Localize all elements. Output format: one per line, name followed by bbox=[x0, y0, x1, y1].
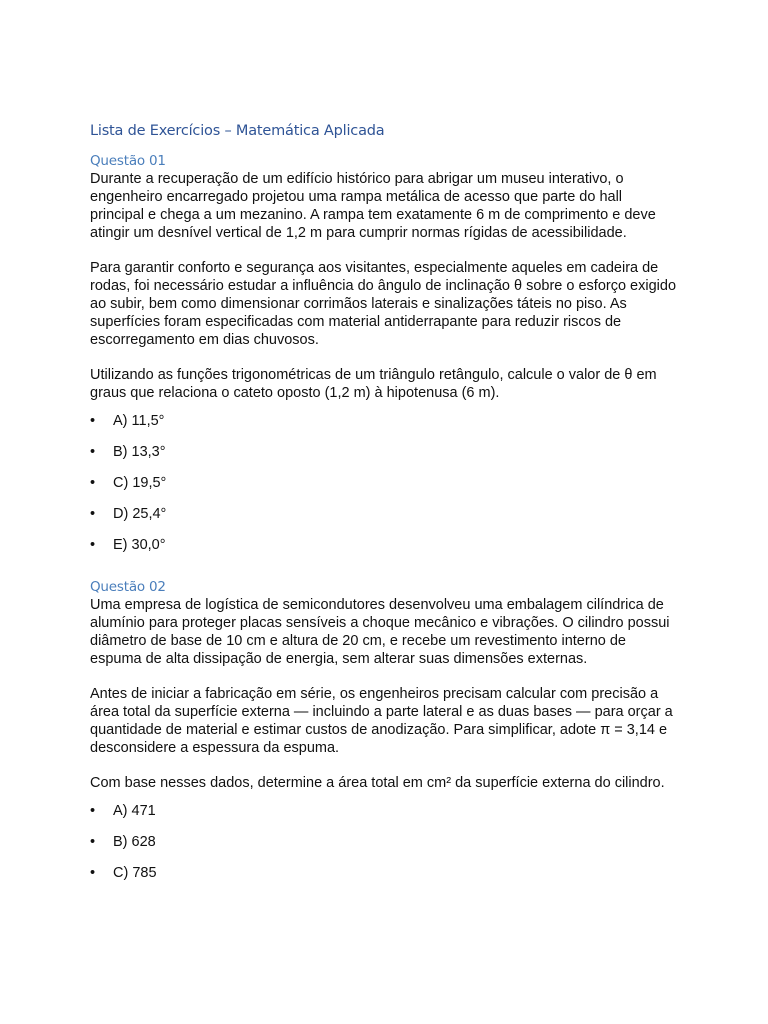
question-paragraph: Para garantir conforto e segurança aos visitantes, especialmente aqueles em cadeira de rodas, foi necessário estudar a influência do ângulo de inclinação θ sobre o esforço exigido ao subir, bem como dimensionar corrimãos laterais e sinalizações táteis no piso. As superfícies foram especificadas com material antiderrapante para reduzir riscos de escorregamento em dias chuvosos. bbox=[90, 260, 677, 348]
question-heading: Questão 01 bbox=[90, 153, 166, 169]
bullet-icon: • bbox=[90, 413, 96, 429]
answer-option-text: B) 13,3° bbox=[113, 444, 166, 460]
answer-option bbox=[90, 833, 680, 851]
answer-option-text: A) 471 bbox=[113, 803, 156, 819]
question-paragraph: Antes de iniciar a fabricação em série, os engenheiros precisam calcular com precisão a área total da superfície externa — incluindo a parte lateral e as duas bases — para orçar a quantidade de material e estimar custos de anodização. Para simplificar, adote π = 3,14 e desconsidere a espessura da espuma. bbox=[90, 686, 673, 756]
bullet-icon: • bbox=[90, 803, 96, 819]
bullet-icon: • bbox=[90, 834, 96, 850]
answer-option bbox=[90, 443, 680, 461]
bullet-icon: • bbox=[90, 537, 96, 553]
question-paragraph: Uma empresa de logística de semicondutores desenvolveu uma embalagem cilíndrica de alumínio para proteger placas sensíveis a choque mecânico e vibrações. O cilindro possui diâmetro de base de 10 cm e altura de 20 cm, e recebe um revestimento interno de espuma de alta dissipação de energia, sem alterar suas dimensões externas. bbox=[90, 597, 670, 667]
bullet-icon: • bbox=[90, 475, 96, 491]
answer-option-text: A) 11,5° bbox=[113, 413, 165, 429]
answer-option bbox=[90, 505, 680, 523]
answer-option bbox=[90, 536, 680, 554]
question-02 bbox=[90, 578, 680, 882]
answer-option bbox=[90, 864, 680, 882]
answer-option bbox=[90, 474, 680, 492]
answer-options bbox=[90, 412, 680, 554]
document-title: Lista de Exercícios – Matemática Aplicada bbox=[90, 123, 385, 139]
bullet-icon: • bbox=[90, 506, 96, 522]
question-paragraph: Durante a recuperação de um edifício histórico para abrigar um museu interativo, o engenheiro encarregado projetou uma rampa metálica de acesso que parte do hall principal e chega a um mezanino. A rampa tem exatamente 6 m de comprimento e deve atingir um desnível vertical de 1,2 m para cumprir normas rígidas de acessibilidade. bbox=[90, 171, 656, 241]
answer-option bbox=[90, 412, 680, 430]
answer-option-text: E) 30,0° bbox=[113, 537, 166, 553]
answer-option-text: C) 19,5° bbox=[113, 475, 167, 491]
bullet-icon: • bbox=[90, 865, 96, 881]
answer-options bbox=[90, 802, 680, 882]
answer-option-text: B) 628 bbox=[113, 834, 156, 850]
question-heading: Questão 02 bbox=[90, 579, 166, 595]
answer-option bbox=[90, 802, 680, 820]
answer-option-text: D) 25,4° bbox=[113, 506, 167, 522]
bullet-icon: • bbox=[90, 444, 96, 460]
answer-option-text: C) 785 bbox=[113, 865, 157, 881]
document-page bbox=[90, 121, 680, 882]
question-paragraph: Com base nesses dados, determine a área total em cm² da superfície externa do cilindro. bbox=[90, 775, 665, 791]
question-01 bbox=[90, 152, 680, 554]
question-paragraph: Utilizando as funções trigonométricas de um triângulo retângulo, calcule o valor de θ em graus que relaciona o cateto oposto (1,2 m) à hipotenusa (6 m). bbox=[90, 367, 657, 401]
